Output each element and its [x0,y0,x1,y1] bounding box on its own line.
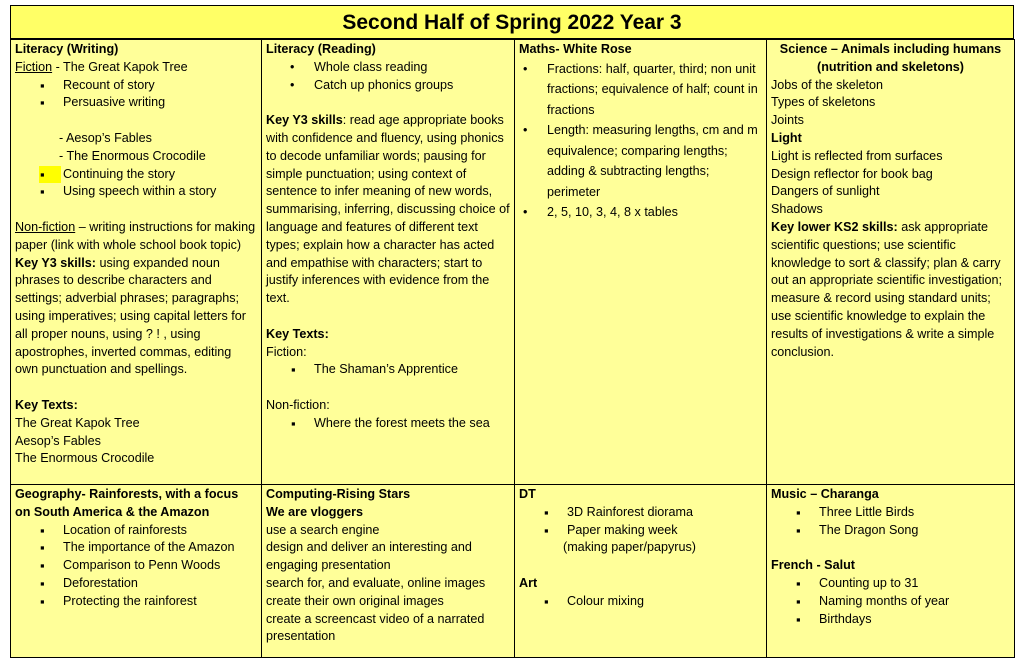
writing-list-a [15,77,257,113]
curriculum-sheet [10,5,1014,658]
key-text: Aesop’s Fables [15,433,101,448]
key-text: The Enormous Crocodile [15,451,155,466]
reading-fiction-label: Fiction: [266,344,307,359]
fiction-label: Fiction [15,59,53,74]
list-item: • Length: measuring lengths, cm and m equivalence; comparing lengths; adding & subtracting lengths; perimeter [519,120,762,202]
science-line: Jobs of the skeleton [771,77,884,92]
geography-list [15,522,257,611]
dt-heading: DT [519,487,536,501]
nonfiction-paragraph: Non-fiction – writing instructions for making paper (link with whole school book topic) [15,219,256,252]
french-list [771,575,1010,628]
dt-art-cell [515,485,767,658]
list-item: ▪ 3D Rainforest diorama [519,504,762,522]
science-line: Joints [771,113,804,128]
skills-paragraph: Key Y3 skills: using expanded noun phrases to describe characters and settings; adverbial phrases; paragraphs; using imperatives; using capital letters for all proper nouns, using ? ! , using apostrophes, inverted commas, editing own punctuation and spellings. [15,255,246,377]
nonfiction-label: Non-fiction [15,219,76,234]
list-item: ▪ Location of rainforests [15,522,257,540]
science-line: Shadows [771,202,823,217]
maths-heading: Maths- White Rose [519,42,632,56]
list-item: ▪ Birthdays [771,611,1010,629]
science-skills-paragraph: Key lower KS2 skills: ask appropriate scientific questions; use scientific knowledge to sort & classify; plan & carry out an appropriate scientific investigation; measure & record using standard units; use scientific knowledge to explain the results of investigations & write a simple conclusion. [771,219,1003,359]
reading-fiction-list [266,361,510,379]
art-list [519,593,762,611]
list-item: ▪ Three Little Birds [771,504,1010,522]
list-item: • Whole class reading [266,59,510,77]
science-line: Types of skeletons [771,95,876,110]
computing-subheading: We are vloggers [266,504,364,519]
list-item: ▪ The Dragon Song [771,522,1010,540]
music-list [771,504,1010,540]
list-item: ▪ Where the forest meets the sea [266,415,510,433]
page-title: Second Half of Spring 2022 Year 3 [10,5,1014,39]
computing-heading: Computing-Rising Stars [266,487,411,501]
list-item: ▪ The importance of the Amazon [15,539,257,557]
curriculum-table [10,39,1015,658]
computing-line: create their own original images [266,593,444,608]
reading-nonfiction-list [266,415,510,433]
fiction-line [15,59,257,77]
list-item: ▪ Deforestation [15,575,257,593]
computing-cell [262,485,515,658]
science-line: Design reflector for book bag [771,166,933,181]
french-heading: French - Salut [771,558,855,573]
light-label: Light [771,130,802,145]
dt-note: (making paper/papyrus) [563,540,696,555]
key-texts-label: Key Texts: [15,397,78,412]
list-item: ▪ Using speech within a story [15,183,257,201]
list-item: ▪ Recount of story [15,77,257,95]
computing-line: create a screencast video of a narrated presentation [266,611,485,644]
computing-line: use a search engine [266,522,380,537]
literacy-reading-cell [262,40,515,485]
fiction-title: - The Great Kapok Tree [52,59,188,74]
geography-heading: Geography- Rainforests, with a focus on South America & the Amazon [15,487,239,519]
list-item: ▪ Persuasive writing [15,94,257,112]
music-french-cell [767,485,1015,658]
music-heading: Music – Charanga [771,487,879,501]
reading-list [266,59,510,95]
sub-item: - Aesop’s Fables [59,130,152,145]
reading-nonfiction-label: Non-fiction: [266,397,330,412]
list-item-highlighted: ▪ ▪ Continuing the story [15,166,257,184]
reading-skills-paragraph: Key Y3 skills: read age appropriate books with confidence and fluency, using phonics to decode unfamiliar words; pausing for simple punctuation; using context of sentence to infer meaning of new words, summarising, inferring, discussing choice of language and features of different text types; explain how a character has acted and empathise with characters; start to justify inferences with evidence from the text. [266,113,510,306]
list-item: • 2, 5, 10, 3, 4, 8 x tables [519,202,762,223]
literacy-writing-heading: Literacy (Writing) [15,42,119,56]
sub-item: - The Enormous Crocodile [59,148,206,163]
list-item: ▪ Paper making week [519,522,762,540]
list-item: ▪ The Shaman’s Apprentice [266,361,510,379]
science-line: Dangers of sunlight [771,184,880,199]
list-item: • Catch up phonics groups [266,77,510,95]
key-text: The Great Kapok Tree [15,415,140,430]
dt-list [519,504,762,540]
literacy-writing-cell [11,40,262,485]
literacy-reading-heading: Literacy (Reading) [266,42,376,56]
list-item: ▪ Comparison to Penn Woods [15,557,257,575]
science-cell [767,40,1015,485]
reading-key-texts-label: Key Texts: [266,326,329,341]
table-row [11,40,1015,485]
list-item: • Fractions: half, quarter, third; non unit fractions; equivalence of half; count in fractions [519,59,762,121]
computing-line: design and deliver an interesting and engaging presentation [266,540,472,573]
maths-cell [515,40,767,485]
geography-cell [11,485,262,658]
writing-list-b [15,166,257,202]
maths-list [519,59,762,223]
art-heading: Art [519,575,538,590]
science-heading: Science – Animals including humans (nutrition and skeletons) [779,42,1002,74]
list-item: ▪ Colour mixing [519,593,762,611]
list-item: ▪ Counting up to 31 [771,575,1010,593]
list-item: ▪ Protecting the rainforest [15,593,257,611]
table-row [11,485,1015,658]
computing-line: search for, and evaluate, online images [266,575,486,590]
science-line: Light is reflected from surfaces [771,148,943,163]
list-item: ▪ Naming months of year [771,593,1010,611]
